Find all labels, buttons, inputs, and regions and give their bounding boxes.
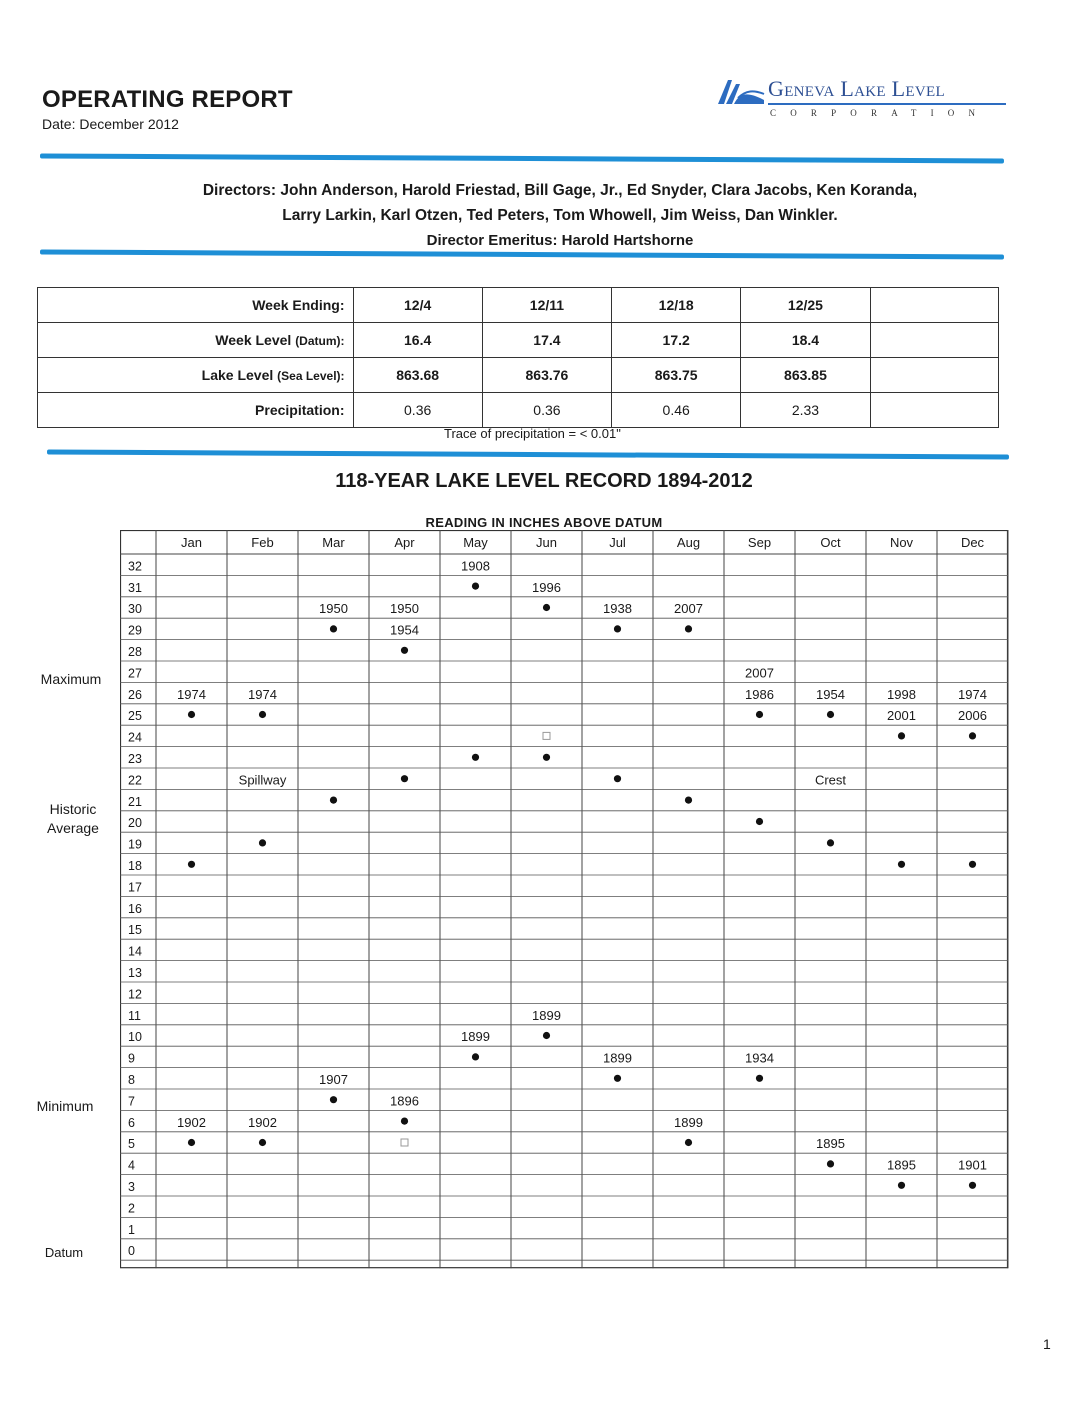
weekly-label-unit: (Sea Level):	[277, 369, 345, 383]
weekly-cell	[870, 323, 998, 358]
level-label: 2	[128, 1201, 135, 1216]
level-label: 25	[128, 709, 142, 724]
weekly-cell	[870, 358, 998, 393]
weekly-cell: 12/25	[741, 288, 870, 323]
record-year-label: 2001	[887, 708, 916, 724]
average-marker	[330, 797, 337, 804]
record-year-label: 1899	[603, 1050, 632, 1066]
maximum-marker	[685, 625, 692, 632]
maximum-marker	[401, 647, 408, 654]
weekly-cell: 18.4	[741, 323, 870, 358]
record-year-label: 1974	[177, 686, 206, 702]
level-label: 21	[128, 794, 142, 809]
record-year-label: Spillway	[238, 772, 287, 788]
maximum-marker	[756, 711, 763, 718]
minimum-marker	[259, 1139, 266, 1146]
maximum-marker	[188, 711, 195, 718]
record-subtitle: READING IN INCHES ABOVE DATUM	[425, 515, 663, 530]
level-label: 1	[128, 1222, 135, 1237]
weekly-cell: 12/18	[612, 288, 741, 323]
level-label: 6	[128, 1115, 135, 1130]
average-marker	[401, 775, 408, 782]
weekly-row-label	[38, 358, 354, 393]
level-label: 7	[128, 1094, 135, 1109]
weekly-cell: 0.36	[482, 393, 611, 428]
record-year-label: 2007	[674, 601, 703, 617]
level-label: 17	[128, 880, 142, 895]
weekly-cell: 863.75	[612, 358, 741, 393]
weekly-cell	[870, 288, 998, 323]
lake-level-record-grid	[120, 530, 1010, 1290]
weekly-cell	[870, 393, 998, 428]
level-label: 20	[128, 816, 142, 831]
logo-subtitle: CORPORATION	[770, 108, 990, 118]
minimum-marker	[898, 1182, 905, 1189]
weekly-cell: 12/4	[353, 288, 482, 323]
level-label: 31	[128, 580, 142, 595]
month-header-jan: Jan	[181, 535, 202, 550]
header-divider	[40, 153, 1004, 163]
grid-frame	[121, 531, 1008, 1268]
record-year-label: 1954	[816, 686, 845, 702]
minimum-marker	[827, 1160, 834, 1167]
weekly-cell: 0.36	[353, 393, 482, 428]
weekly-row	[38, 323, 999, 358]
level-label: 28	[128, 645, 142, 659]
average-marker	[614, 775, 621, 782]
average-marker	[827, 839, 834, 846]
average-marker	[472, 754, 479, 761]
month-header-feb: Feb	[251, 535, 274, 550]
weekly-label-unit: (Datum):	[295, 334, 345, 348]
maximum-marker	[827, 711, 834, 718]
table-divider	[47, 449, 1009, 459]
level-label: 11	[128, 1008, 141, 1023]
level-label: 32	[128, 559, 142, 574]
minimum-marker	[614, 1075, 621, 1082]
record-year-label: 1899	[532, 1007, 561, 1023]
maximum-marker	[472, 583, 479, 590]
record-year-label: 1899	[461, 1029, 490, 1045]
record-year-label: 1902	[177, 1114, 206, 1130]
level-label: 14	[128, 944, 142, 959]
directors-line-2: Larry Larkin, Karl Otzen, Ted Peters, Tom Whowell, Jim Weiss, Dan Winkler.	[282, 207, 838, 224]
month-header-aug: Aug	[676, 535, 701, 550]
minimum-marker	[330, 1096, 337, 1103]
maximum-marker	[614, 625, 621, 632]
average-marker	[898, 861, 905, 868]
minimum-marker	[969, 1182, 976, 1189]
weekly-cell: 863.85	[741, 358, 870, 393]
maximum-marker	[969, 732, 976, 739]
level-label: 19	[128, 837, 142, 852]
minimum-marker	[685, 1139, 692, 1146]
average-marker	[543, 754, 550, 761]
weekly-label-text: Lake Level	[201, 367, 278, 383]
current-year-marker	[543, 732, 550, 739]
record-year-label: 1895	[816, 1136, 845, 1152]
record-year-label: 1954	[390, 622, 419, 638]
weekly-label-text: Precipitation:	[255, 402, 345, 418]
logo-underline	[768, 103, 1006, 105]
level-label: 3	[128, 1180, 135, 1194]
month-header-apr: Apr	[394, 535, 415, 550]
level-label: 16	[128, 901, 142, 916]
month-header-mar: Mar	[322, 535, 345, 550]
record-year-label: 1950	[319, 601, 348, 617]
weekly-row-label	[38, 323, 354, 358]
weekly-levels-table	[37, 287, 999, 428]
record-year-label: 1974	[958, 686, 987, 702]
level-label: 4	[128, 1158, 135, 1173]
level-label: 13	[128, 966, 142, 980]
level-label: 29	[128, 623, 142, 638]
average-marker	[685, 797, 692, 804]
weekly-cell: 863.68	[353, 358, 482, 393]
level-label: 26	[128, 687, 142, 702]
weekly-label-text: Week Level	[215, 332, 296, 348]
maximum-marker	[259, 711, 266, 718]
level-label: 30	[128, 602, 142, 617]
level-label: 18	[128, 859, 142, 873]
maximum-label: Maximum	[40, 671, 102, 687]
directors-block	[120, 178, 1000, 253]
record-year-label: 1934	[745, 1050, 774, 1066]
average-marker	[188, 861, 195, 868]
minimum-marker	[543, 1032, 550, 1039]
weekly-row	[38, 288, 999, 323]
level-label: 10	[128, 1030, 142, 1045]
weekly-row	[38, 393, 999, 428]
current-year-marker	[401, 1139, 408, 1146]
weekly-cell: 0.46	[612, 393, 741, 428]
minimum-marker	[472, 1053, 479, 1060]
record-year-label: 1896	[390, 1093, 419, 1109]
wave-logo-icon	[716, 78, 766, 106]
month-header-nov: Nov	[889, 535, 914, 550]
record-year-label: 1907	[319, 1072, 348, 1087]
historic-label-line-1: Historic	[49, 801, 97, 817]
historic-label-line-2: Average	[47, 820, 99, 836]
maximum-marker	[330, 625, 337, 632]
page-number: 1	[1043, 1336, 1051, 1352]
record-year-label: 1950	[390, 601, 419, 617]
level-label: 24	[128, 730, 142, 745]
record-year-label: 2007	[745, 665, 774, 681]
month-header-jul: Jul	[609, 535, 626, 550]
trace-note: Trace of precipitation = < 0.01"	[444, 426, 621, 441]
average-marker	[756, 818, 763, 825]
level-label: 9	[128, 1051, 135, 1066]
page-title: OPERATING REPORT	[42, 86, 293, 113]
record-year-label: 2006	[958, 708, 987, 724]
level-label: 8	[128, 1073, 135, 1087]
minimum-marker	[188, 1139, 195, 1146]
level-label: 12	[128, 987, 142, 1002]
record-year-label: 1902	[248, 1114, 277, 1130]
record-year-label: 1895	[887, 1157, 916, 1173]
record-year-label: 1986	[745, 686, 774, 702]
minimum-label: Minimum	[36, 1098, 94, 1114]
weekly-row-label	[38, 288, 354, 323]
average-marker	[259, 839, 266, 846]
minimum-marker	[756, 1075, 763, 1082]
month-header-may: May	[463, 535, 488, 550]
level-label: 15	[128, 923, 142, 938]
month-header-dec: Dec	[960, 535, 985, 550]
minimum-marker	[401, 1118, 408, 1125]
record-year-label: 1899	[674, 1114, 703, 1130]
month-header-oct: Oct	[820, 535, 841, 550]
level-label: 0	[128, 1244, 135, 1259]
record-year-label: 1996	[532, 579, 561, 595]
weekly-label-text: Week Ending:	[252, 297, 345, 313]
record-year-label: 1908	[461, 558, 490, 574]
director-emeritus: Director Emeritus: Harold Hartshorne	[426, 232, 694, 249]
level-label: 5	[128, 1137, 135, 1152]
logo-name: Geneva Lake Level	[768, 76, 945, 101]
level-label: 23	[128, 752, 142, 766]
month-header-jun: Jun	[536, 535, 557, 550]
weekly-cell: 863.76	[482, 358, 611, 393]
directors-line-1: Directors: John Anderson, Harold Friestad, Bill Gage, Jr., Ed Snyder, Clara Jacobs, Ken Koranda,	[202, 182, 918, 199]
weekly-cell: 17.4	[482, 323, 611, 358]
average-marker	[969, 861, 976, 868]
level-label: 22	[128, 773, 142, 788]
record-year-label: Crest	[814, 772, 847, 788]
company-logo	[716, 76, 1006, 124]
weekly-row	[38, 358, 999, 393]
weekly-row-label	[38, 393, 354, 428]
datum-label: Datum	[44, 1245, 84, 1260]
maximum-marker	[898, 732, 905, 739]
record-year-label: 1938	[603, 601, 632, 617]
historic-average-label	[30, 800, 116, 838]
record-year-label: 1901	[958, 1157, 987, 1173]
weekly-cell: 12/11	[482, 288, 611, 323]
weekly-cell: 2.33	[741, 393, 870, 428]
record-title: 118-YEAR LAKE LEVEL RECORD 1894-2012	[335, 470, 753, 492]
month-header-sep: Sep	[747, 535, 772, 550]
record-year-label: 1998	[887, 686, 916, 702]
weekly-cell: 17.2	[612, 323, 741, 358]
report-date: Date: December 2012	[42, 116, 179, 132]
maximum-marker	[543, 604, 550, 611]
record-year-label: 1974	[248, 686, 277, 702]
weekly-cell: 16.4	[353, 323, 482, 358]
level-label: 27	[128, 666, 142, 681]
